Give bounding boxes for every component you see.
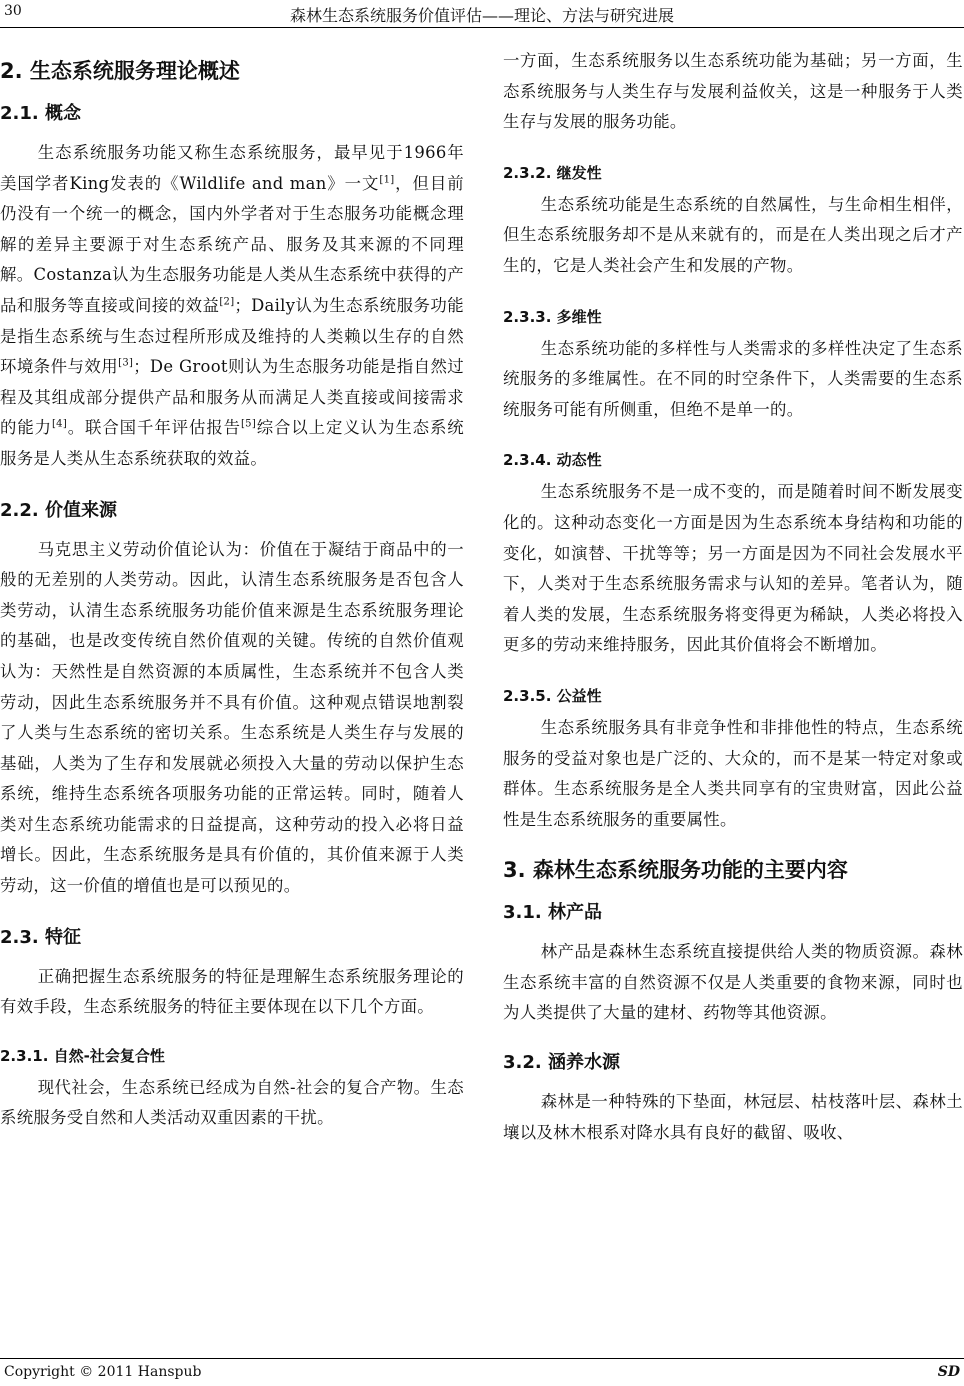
section-2-3-1-heading: 2.3.1. 自然-社会复合性	[0, 1046, 165, 1065]
section-2-3-1-continuation: 一方面，生态系统服务以生态系统功能为基础；另一方面，生态系统服务与人类生存与发展利益攸关，这是一种服务于人类生存与发展的服务功能。	[503, 51, 963, 132]
section-3-heading: 3. 森林生态系统服务功能的主要内容	[503, 858, 848, 883]
section-2-2-heading: 2.2. 价值来源	[0, 499, 117, 521]
section-2-3-5-heading: 2.3.5. 公益性	[503, 686, 602, 705]
section-2-3-4-heading: 2.3.4. 动态性	[503, 451, 602, 470]
section-2-2-paragraph: 马克思主义劳动价值论认为：价值在于凝结于商品中的一般的无差别的人类劳动。因此，认清生态系统服务是否包含人类劳动，认清生态系统服务功能价值来源是生态系统服务理论的基础，也是改变传统自然价值观的关键。传统的自然价值观认为：天然性是自然资源的本质属性，生态系统并不包含人类劳动，因此生态系统服务并不具有价值。这种观点错误地割裂了人类与生态系统的密切关系。生态系统是人类生存与发展的基础，人类为了生存和发展就必须投入大量的劳动以保护生态系统，维持生态系统各项服务功能的正常运转。同时，随着人类对生态系统功能需求的日益提高，这种劳动的投入必将日益增长。因此，生态系统服务是具有价值的，其价值来源于人类劳动，这一价值的增值也是可以预见的。	[0, 539, 464, 896]
section-3-2-paragraph: 森林是一种特殊的下垫面，林冠层、枯枝落叶层、森林土壤以及林木根系对降水具有良好的截留、吸收、	[503, 1092, 963, 1142]
section-2-3-3-heading: 2.3.3. 多维性	[503, 307, 602, 326]
section-2-3-5-paragraph: 生态系统服务具有非竞争性和非排他性的特点，生态系统服务的受益对象也是广泛的、大众的，而不是某一特定对象或群体。生态系统服务是全人类共同享有的宝贵财富，因此公益性是生态系统服务的重要属性。	[503, 717, 963, 829]
section-2-1-paragraph: 生态系统服务功能又称生态系统服务，最早见于1966年美国学者King发表的《Wildlife and man》一文[1]，但目前仍没有一个统一的概念，国内外学者对于生态服务功能概念理解的差异主要源于对生态系统产品、服务及其来源的不同理解。Costanza认为生态服务功能是人类从生态系统中获得的产品和服务等直接或间接的效益[2]；Daily认为生态系统服务功能是指生态系统与生态过程所形成及维持的人类赖以生存的自然环境条件与效用[3]；De Groot则认为生态服务功能是指自然过程及其组成部分提供产品和服务从而满足人类直接或间接需求的能力[4]。联合国千年评估报告[5]综合以上定义认为生态系统服务是人类从生态系统获取的效益。	[0, 143, 465, 468]
citation-1: [1]	[379, 174, 395, 186]
section-2-3-4-paragraph: 生态系统服务不是一成不变的，而是随着时间不断发展变化的。这种动态变化一方面是因为生态系统本身结构和功能的变化，如演替、干扰等等；另一方面是因为不同社会发展水平下，人类对于生态系统服务需求与认知的差异。笔者认为，随着人类的发展，生态系统服务将变得更为稀缺，人类必将投入更多的劳动来维持服务，因此其价值将会不断增加。	[503, 482, 963, 655]
page-number: 30	[4, 3, 22, 19]
section-3-2-heading: 3.2. 涵养水源	[503, 1052, 620, 1074]
section-2-3-heading: 2.3. 特征	[0, 926, 81, 948]
journal-code: SD	[937, 1364, 960, 1380]
page-footer	[0, 1358, 964, 1386]
running-title: 森林生态系统服务价值评估——理论、方法与研究进展	[289, 6, 674, 25]
left-column	[0, 46, 464, 1134]
section-2-3-paragraph: 正确把握生态系统服务的特征是理解生态系统服务理论的有效手段，生态系统服务的特征主要体现在以下几个方面。	[0, 966, 464, 1017]
header-rule	[0, 27, 964, 28]
citation-4: [4]	[51, 418, 68, 430]
citation-2: [2]	[219, 296, 235, 308]
section-2-3-2-paragraph: 生态系统功能是生态系统的自然属性，与生命相生相伴，但生态系统服务却不是从来就有的，而是在人类出现之后才产生的，它是人类社会产生和发展的产物。	[503, 194, 963, 275]
copyright-notice: Copyright © 2011 Hanspub	[4, 1364, 202, 1380]
section-2-3-3-paragraph: 生态系统功能的多样性与人类需求的多样性决定了生态系统服务的多维属性。在不同的时空条件下，人类需要的生态系统服务可能有所侧重，但绝不是单一的。	[503, 338, 963, 419]
citation-5: [5]	[240, 418, 257, 430]
section-2-3-2-heading: 2.3.2. 继发性	[503, 163, 602, 182]
section-2-heading: 2. 生态系统服务理论概述	[0, 59, 240, 83]
footer-rule	[0, 1358, 964, 1359]
section-2-1-heading: 2.1. 概念	[0, 103, 81, 124]
page-header	[0, 0, 964, 30]
citation-3: [3]	[118, 357, 134, 369]
section-3-1-paragraph: 林产品是森林生态系统直接提供给人类的物质资源。森林生态系统丰富的自然资源不仅是人类重要的食物来源，同时也为人类提供了大量的建材、药物等其他资源。	[503, 942, 963, 1023]
section-3-1-heading: 3.1. 林产品	[503, 902, 602, 924]
right-column	[503, 46, 963, 1148]
section-2-3-1-paragraph: 现代社会，生态系统已经成为自然-社会的复合产物。生态系统服务受自然和人类活动双重因素的干扰。	[0, 1077, 464, 1128]
